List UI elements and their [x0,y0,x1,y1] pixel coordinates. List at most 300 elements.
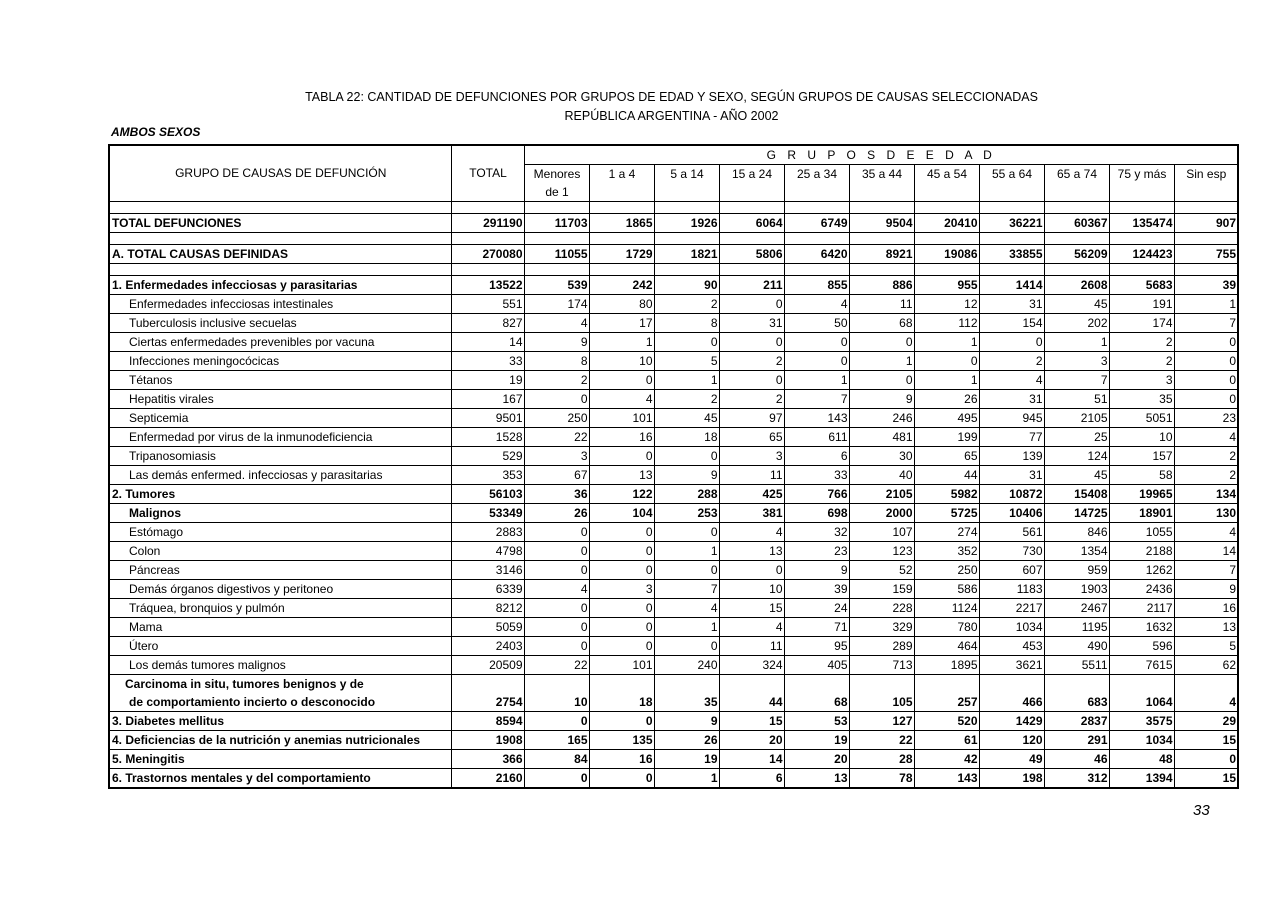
cause-label: 4. Deficiencias de la nutrición y anemias nutricionales [109,731,451,750]
age-value-cell: 13 [719,542,784,561]
age-value-cell: 0 [784,333,849,352]
table-row [109,352,1238,371]
total-cell: 8212 [451,599,524,618]
cause-label: Tuberculosis inclusive secuelas [109,314,451,333]
spacer-row [109,233,1238,245]
age-value-cell: 77 [979,428,1044,447]
age-value-cell: 253 [654,504,719,523]
age-value-cell: 4 [524,580,589,599]
age-value-cell: 22 [524,656,589,675]
age-value-cell: 62 [1174,656,1238,675]
age-value-cell: 12 [914,295,979,314]
age-value-cell: 101 [589,409,654,428]
table-row [109,599,1238,618]
spacer-cell [654,202,719,214]
age-value-cell: 0 [719,295,784,314]
age-value-cell: 15 [719,599,784,618]
age-col-header: 45 a 54 [914,165,979,202]
age-value-cell: 698 [784,504,849,523]
age-value-cell: 4 [784,295,849,314]
age-value-cell: 130 [1174,504,1238,523]
age-value-cell: 1 [654,769,719,789]
age-value-cell: 15408 [1044,485,1109,504]
empty-cell [589,675,654,694]
age-value-cell: 766 [784,485,849,504]
cause-label: Malignos [109,504,451,523]
age-value-cell: 19 [654,750,719,769]
total-cell: 14 [451,333,524,352]
age-value-cell: 11703 [524,214,589,233]
age-value-cell: 165 [524,731,589,750]
spacer-cell [719,233,784,245]
age-value-cell: 2 [654,295,719,314]
age-value-cell: 381 [719,504,784,523]
age-value-cell: 60367 [1044,214,1109,233]
spacer-cell [914,264,979,276]
spacer-cell [979,233,1044,245]
age-value-cell: 3 [719,447,784,466]
total-cell: 4798 [451,542,524,561]
age-value-cell: 101 [589,656,654,675]
age-value-cell: 211 [719,276,784,295]
spacer-cell [589,233,654,245]
age-value-cell: 1 [654,371,719,390]
sex-group-label: AMBOS SEXOS [111,125,201,139]
table-row [109,245,1238,264]
age-value-cell: 35 [654,693,719,712]
age-col-header: 75 y más [1109,165,1174,202]
age-value-cell: 425 [719,485,784,504]
age-value-cell: 5683 [1109,276,1174,295]
age-value-cell: 9 [1174,580,1238,599]
age-value-cell: 157 [1109,447,1174,466]
cause-label: 5. Meningitis [109,750,451,769]
age-value-cell: 596 [1109,637,1174,656]
age-value-cell: 1055 [1109,523,1174,542]
age-value-cell: 15 [1174,731,1238,750]
age-value-cell: 29 [1174,712,1238,731]
age-value-cell: 240 [654,656,719,675]
table-row [109,485,1238,504]
age-value-cell: 0 [1174,352,1238,371]
age-value-cell: 20 [719,731,784,750]
age-value-cell: 713 [849,656,914,675]
empty-cell [451,675,524,694]
total-cell: 2754 [451,693,524,712]
age-value-cell: 2 [719,390,784,409]
age-value-cell: 0 [589,637,654,656]
total-cell: 6339 [451,580,524,599]
age-value-cell: 10406 [979,504,1044,523]
age-value-cell: 4 [524,314,589,333]
table-row [109,523,1238,542]
age-value-cell: 495 [914,409,979,428]
age-value-cell: 2 [1174,447,1238,466]
age-value-cell: 1034 [979,618,1044,637]
age-value-cell: 0 [849,333,914,352]
total-cell: 33 [451,352,524,371]
age-value-cell: 464 [914,637,979,656]
age-value-cell: 3 [1109,371,1174,390]
age-value-cell: 4 [719,523,784,542]
age-value-cell: 15 [719,712,784,731]
cause-label: Las demás enfermed. infecciosas y parasitarias [109,466,451,485]
spacer-cell [451,264,524,276]
age-value-cell: 246 [849,409,914,428]
age-value-cell: 5982 [914,485,979,504]
age-value-cell: 36 [524,485,589,504]
deaths-table [108,144,1239,789]
age-value-cell: 122 [589,485,654,504]
age-value-cell: 955 [914,276,979,295]
age-value-cell: 7 [1174,561,1238,580]
empty-cell [524,675,589,694]
age-value-cell: 0 [654,561,719,580]
age-value-cell: 71 [784,618,849,637]
age-value-cell: 19086 [914,245,979,264]
age-value-cell: 17 [589,314,654,333]
cause-label: Infecciones meningocócicas [109,352,451,371]
age-value-cell: 0 [979,333,1044,352]
age-value-cell: 846 [1044,523,1109,542]
age-value-cell: 123 [849,542,914,561]
cause-label: Enfermedad por virus de la inmunodeficiencia [109,428,451,447]
table-row [109,750,1238,769]
age-value-cell: 97 [719,409,784,428]
age-value-cell: 124 [1044,447,1109,466]
age-value-cell: 202 [1044,314,1109,333]
age-value-cell: 0 [524,542,589,561]
age-value-cell: 780 [914,618,979,637]
age-value-cell: 14725 [1044,504,1109,523]
age-value-cell: 50 [784,314,849,333]
age-value-cell: 53 [784,712,849,731]
table-row [109,409,1238,428]
header-row-1 [109,145,1238,165]
age-value-cell: 14 [719,750,784,769]
age-value-cell: 2 [1174,466,1238,485]
age-value-cell: 1903 [1044,580,1109,599]
age-value-cell: 1 [849,352,914,371]
spacer-cell [654,264,719,276]
age-value-cell: 10 [719,580,784,599]
age-col-header: 1 a 4 [589,165,654,202]
age-value-cell: 1 [589,333,654,352]
age-value-cell: 0 [654,523,719,542]
age-value-cell: 36221 [979,214,1044,233]
age-value-cell: 135 [589,731,654,750]
table-row [109,276,1238,295]
age-value-cell: 0 [589,447,654,466]
age-value-cell: 6749 [784,214,849,233]
age-value-cell: 228 [849,599,914,618]
age-value-cell: 18901 [1109,504,1174,523]
age-value-cell: 67 [524,466,589,485]
cause-label: Útero [109,637,451,656]
age-value-cell: 5 [1174,637,1238,656]
cause-label: Páncreas [109,561,451,580]
total-cell: 551 [451,295,524,314]
age-value-cell: 7 [654,580,719,599]
age-value-cell: 31 [719,314,784,333]
age-value-cell: 9 [849,390,914,409]
empty-cell [654,675,719,694]
spacer-row [109,202,1238,214]
age-value-cell: 35 [1109,390,1174,409]
table-row [109,390,1238,409]
age-value-cell: 31 [979,466,1044,485]
age-value-cell: 329 [849,618,914,637]
age-value-cell: 14 [1174,542,1238,561]
age-value-cell: 2105 [849,485,914,504]
age-value-cell: 607 [979,561,1044,580]
age-value-cell: 139 [979,447,1044,466]
cause-label: Tráquea, bronquios y pulmón [109,599,451,618]
age-value-cell: 274 [914,523,979,542]
age-value-cell: 9 [654,712,719,731]
age-value-cell: 33855 [979,245,1044,264]
total-cell: 529 [451,447,524,466]
empty-cell [914,675,979,694]
age-value-cell: 1183 [979,580,1044,599]
age-value-cell: 0 [849,371,914,390]
empty-cell [979,675,1044,694]
age-value-cell: 9504 [849,214,914,233]
age-value-cell: 586 [914,580,979,599]
cause-column-header: GRUPO DE CAUSAS DE DEFUNCIÓN [109,145,451,202]
spacer-row [109,264,1238,276]
total-cell: 5059 [451,618,524,637]
total-cell: 2883 [451,523,524,542]
empty-cell [1174,675,1238,694]
cause-label: Estómago [109,523,451,542]
age-value-cell: 453 [979,637,1044,656]
age-value-cell: 6 [719,769,784,789]
spacer-cell [784,202,849,214]
age-value-cell: 10 [589,352,654,371]
empty-cell [719,675,784,694]
spacer-cell [914,202,979,214]
age-value-cell: 1 [1044,333,1109,352]
cause-label: Hepatitis virales [109,390,451,409]
age-value-cell: 405 [784,656,849,675]
age-value-cell: 0 [784,352,849,371]
age-value-cell: 0 [524,769,589,789]
table-row [109,637,1238,656]
age-value-cell: 33 [784,466,849,485]
age-value-cell: 0 [524,561,589,580]
age-value-cell: 7615 [1109,656,1174,675]
age-value-cell: 0 [589,542,654,561]
age-value-cell: 198 [979,769,1044,789]
empty-cell [1044,675,1109,694]
age-value-cell: 1 [784,371,849,390]
age-value-cell: 44 [914,466,979,485]
age-value-cell: 68 [849,314,914,333]
age-value-cell: 65 [719,428,784,447]
age-value-cell: 2 [1109,333,1174,352]
cause-label: Ciertas enfermedades prevenibles por vacuna [109,333,451,352]
age-value-cell: 15 [1174,769,1238,789]
age-value-cell: 0 [589,523,654,542]
cause-label-line2: de comportamiento incierto o desconocido [109,693,451,712]
age-value-cell: 191 [1109,295,1174,314]
total-cell: 1528 [451,428,524,447]
spacer-cell [979,264,1044,276]
table-row [109,447,1238,466]
spacer-cell [524,264,589,276]
age-value-cell: 120 [979,731,1044,750]
age-value-cell: 0 [524,618,589,637]
spacer-cell [784,264,849,276]
age-value-cell: 291 [1044,731,1109,750]
cause-label: Tripanosomiasis [109,447,451,466]
age-value-cell: 3621 [979,656,1044,675]
table-title: TABLA 22: CANTIDAD DE DEFUNCIONES POR GRUPOS DE EDAD Y SEXO, SEGÚN GRUPOS DE CAUSAS SELECCIONADAS [305,90,1038,104]
table-row [109,712,1238,731]
total-cell: 270080 [451,245,524,264]
spacer-cell [524,233,589,245]
cause-label: Mama [109,618,451,637]
cause-label: TOTAL DEFUNCIONES [109,214,451,233]
age-value-cell: 0 [524,712,589,731]
table-row [109,675,1238,694]
age-value-cell: 1 [654,618,719,637]
age-value-cell: 907 [1174,214,1238,233]
table-row [109,769,1238,789]
age-value-cell: 4 [1174,428,1238,447]
total-cell: 2403 [451,637,524,656]
spacer-cell [1174,264,1238,276]
spacer-cell [1174,202,1238,214]
cause-label: A. TOTAL CAUSAS DEFINIDAS [109,245,451,264]
age-value-cell: 0 [524,599,589,618]
age-col-header: 25 a 34 [784,165,849,202]
age-value-cell: 520 [914,712,979,731]
age-value-cell: 159 [849,580,914,599]
age-value-cell: 289 [849,637,914,656]
age-value-cell: 0 [589,712,654,731]
age-value-cell: 0 [1174,371,1238,390]
age-value-cell: 24 [784,599,849,618]
age-value-cell: 1064 [1109,693,1174,712]
age-value-cell: 45 [654,409,719,428]
age-value-cell: 11 [849,295,914,314]
spacer-cell [109,233,451,245]
table-row [109,561,1238,580]
age-value-cell: 18 [654,428,719,447]
age-value-cell: 6 [784,447,849,466]
age-value-cell: 1 [914,333,979,352]
age-value-cell: 28 [849,750,914,769]
age-value-cell: 1821 [654,245,719,264]
age-value-cell: 2188 [1109,542,1174,561]
age-value-cell: 23 [784,542,849,561]
age-value-cell: 0 [589,599,654,618]
age-value-cell: 1895 [914,656,979,675]
age-value-cell: 44 [719,693,784,712]
age-value-cell: 4 [719,618,784,637]
age-value-cell: 51 [1044,390,1109,409]
spacer-cell [1044,202,1109,214]
age-value-cell: 855 [784,276,849,295]
age-value-cell: 107 [849,523,914,542]
age-value-cell: 13 [784,769,849,789]
age-value-cell: 2117 [1109,599,1174,618]
age-value-cell: 0 [914,352,979,371]
age-value-cell: 90 [654,276,719,295]
age-value-cell: 20 [784,750,849,769]
age-value-cell: 45 [1044,466,1109,485]
age-value-cell: 5806 [719,245,784,264]
age-value-cell: 250 [524,409,589,428]
age-value-cell: 112 [914,314,979,333]
age-value-cell: 11055 [524,245,589,264]
age-value-cell: 16 [589,750,654,769]
age-value-cell: 39 [784,580,849,599]
age-col-header: Menores [524,165,589,184]
total-cell: 19 [451,371,524,390]
cause-label: Colon [109,542,451,561]
age-value-cell: 31 [979,390,1044,409]
age-value-cell: 3575 [1109,712,1174,731]
table-row [109,580,1238,599]
cause-label: Los demás tumores malignos [109,656,451,675]
age-value-cell: 0 [589,371,654,390]
cause-label: Demás órganos digestivos y peritoneo [109,580,451,599]
age-value-cell: 561 [979,523,1044,542]
age-value-cell: 312 [1044,769,1109,789]
age-col-header: 15 a 24 [719,165,784,202]
age-value-cell: 26 [914,390,979,409]
age-value-cell: 0 [1174,750,1238,769]
age-value-cell: 42 [914,750,979,769]
age-value-cell: 0 [524,523,589,542]
table-row [109,542,1238,561]
age-value-cell: 250 [914,561,979,580]
age-value-cell: 40 [849,466,914,485]
age-value-cell: 0 [589,769,654,789]
age-value-cell: 5 [654,352,719,371]
age-value-cell: 5051 [1109,409,1174,428]
age-value-cell: 1394 [1109,769,1174,789]
age-value-cell: 26 [524,504,589,523]
table-row [109,428,1238,447]
age-col-header: 55 a 64 [979,165,1044,202]
age-value-cell: 52 [849,561,914,580]
age-value-cell: 7 [784,390,849,409]
total-cell: 3146 [451,561,524,580]
age-value-cell: 466 [979,693,1044,712]
age-value-cell: 1 [1174,295,1238,314]
age-value-cell: 127 [849,712,914,731]
age-value-cell: 78 [849,769,914,789]
age-value-cell: 22 [849,731,914,750]
total-cell: 2160 [451,769,524,789]
spacer-cell [451,202,524,214]
age-value-cell: 5725 [914,504,979,523]
cause-label: Carcinoma in situ, tumores benignos y de [109,675,451,694]
spacer-cell [654,233,719,245]
age-value-cell: 2837 [1044,712,1109,731]
age-value-cell: 6420 [784,245,849,264]
age-value-cell: 4 [589,390,654,409]
age-value-cell: 49 [979,750,1044,769]
age-value-cell: 9 [784,561,849,580]
age-value-cell: 124423 [1109,245,1174,264]
age-value-cell: 45 [1044,295,1109,314]
age-value-cell: 755 [1174,245,1238,264]
